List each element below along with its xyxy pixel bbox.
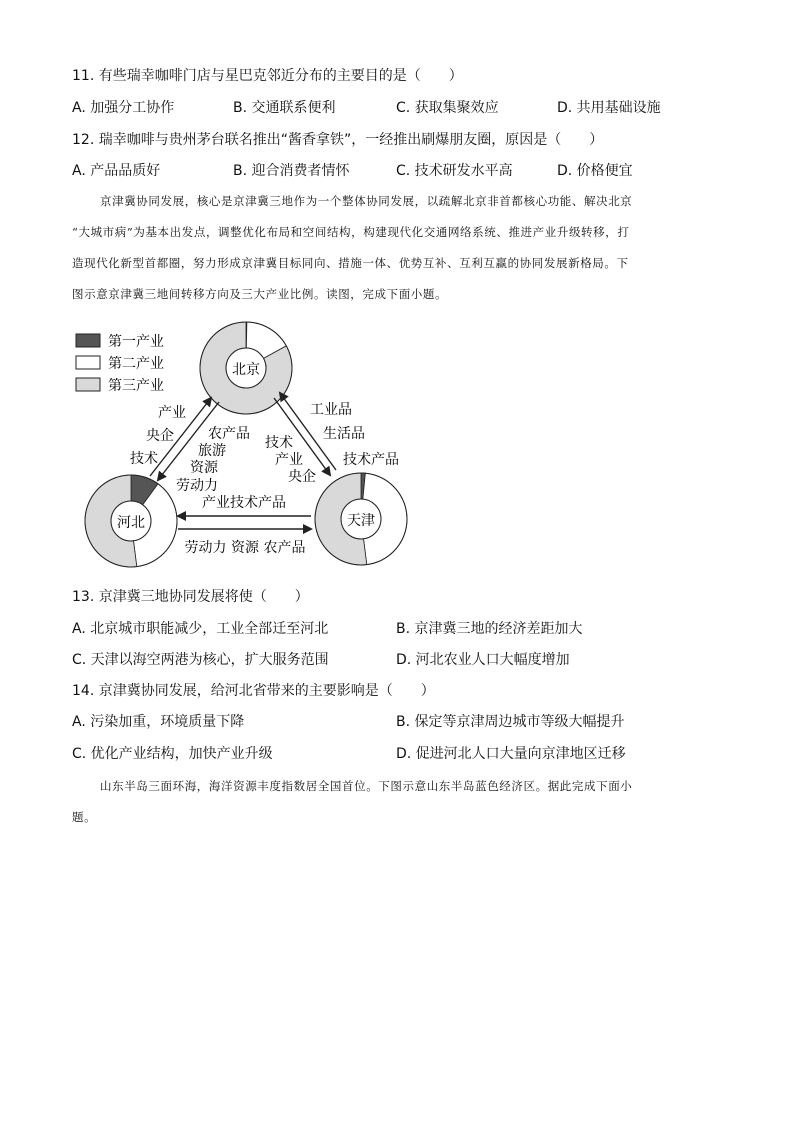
q12-stem: 12. 瑞幸咖啡与贵州茅台联名推出“酱香拿铁”，一经推出刷爆朋友圈，原因是（ ）: [72, 132, 604, 148]
label-tj-bj-0: 工业品: [310, 402, 352, 418]
q11-option-c[interactable]: C. 获取集聚效应: [396, 100, 499, 116]
legend-swatch-primary: [76, 334, 100, 347]
q13-option-c[interactable]: C. 天津以海空两港为核心，扩大服务范围: [72, 652, 329, 668]
q12-option-a[interactable]: A. 产品品质好: [72, 163, 161, 179]
passage-line: “大城市病”为基本出发点，调整优化布局和空间结构，构建现代化交通网络系统、推进产业升级转移，打: [72, 225, 630, 239]
city-hebei-label: 河北: [117, 515, 145, 531]
passage-line: 题。: [72, 810, 97, 824]
q12-option-c[interactable]: C. 技术研发水平高: [396, 163, 513, 179]
label-bj-hb-0: 产业: [158, 405, 186, 421]
legend-primary: 第一产业: [108, 334, 164, 350]
city-tianjin-label: 天津: [347, 513, 375, 529]
q11-option-a[interactable]: A. 加强分工协作: [72, 100, 175, 116]
label-hb-bj-0: 农产品: [208, 426, 250, 442]
passage-shandong: [72, 771, 722, 833]
passage-line: 京津冀协同发展，核心是京津冀三地作为一个整体协同发展，以疏解北京非首都核心功能、解决北京: [100, 194, 633, 208]
q13-option-b[interactable]: B. 京津冀三地的经济差距加大: [396, 621, 583, 637]
passage-line: 造现代化新型首都圈，努力形成京津冀目标同向、措施一体、优势互补、互利互赢的协同发展新格局。下: [72, 256, 629, 270]
q11-option-d[interactable]: D. 共用基础设施: [557, 100, 661, 116]
label-tj-bj-1: 生活品: [323, 426, 365, 442]
q13-option-d[interactable]: D. 河北农业人口大幅度增加: [396, 652, 570, 668]
q14-option-a[interactable]: A. 污染加重，环境质量下降: [72, 714, 245, 730]
q14-option-d[interactable]: D. 促进河北人口大量向京津地区迁移: [396, 746, 626, 762]
label-hb-tj: 劳动力 资源 农产品: [184, 540, 306, 556]
q12-option-d[interactable]: D. 价格便宜: [557, 163, 633, 179]
label-tj-bj-2: 技术产品: [343, 452, 399, 468]
legend-tertiary: 第三产业: [108, 378, 164, 394]
label-bj-tj-0: 技术: [265, 435, 293, 451]
legend-swatch-tertiary: [76, 378, 100, 391]
label-hb-bj-3: 劳动力: [176, 478, 218, 494]
label-bj-hb-2: 技术: [130, 451, 158, 467]
passage-jingjinji: [72, 186, 722, 310]
q13-option-a[interactable]: A. 北京城市职能减少，工业全部迁至河北: [72, 621, 329, 637]
label-bj-hb-1: 央企: [146, 428, 174, 444]
q11-option-b[interactable]: B. 交通联系便利: [233, 100, 336, 116]
label-hb-bj-1: 旅游: [198, 443, 226, 459]
q12-option-b[interactable]: B. 迎合消费者情怀: [233, 163, 350, 179]
city-beijing-label: 北京: [232, 362, 260, 378]
legend-secondary: 第二产业: [108, 356, 164, 372]
label-hb-bj-2: 资源: [190, 460, 218, 476]
q11-stem: 11. 有些瑞幸咖啡门店与星巴克邻近分布的主要目的是（ ）: [72, 68, 463, 84]
q14-stem: 14. 京津冀协同发展，给河北省带来的主要影响是（ ）: [72, 683, 435, 699]
q14-option-b[interactable]: B. 保定等京津周边城市等级大幅提升: [396, 714, 625, 730]
label-bj-tj-2: 央企: [288, 469, 316, 485]
q14-option-c[interactable]: C. 优化产业结构，加快产业升级: [72, 746, 273, 762]
q13-stem: 13. 京津冀三地协同发展将使（ ）: [72, 589, 309, 605]
jingjinji-transfer-diagram: [70, 318, 420, 568]
passage-line: 图示意京津冀三地间转移方向及三大产业比例。读图，完成下面小题。: [72, 287, 448, 301]
legend-swatch-secondary: [76, 356, 100, 369]
passage-line: 山东半岛三面环海，海洋资源丰度指数居全国首位。下图示意山东半岛蓝色经济区。据此完成下面小: [100, 779, 633, 793]
label-tj-hb: 产业技术产品: [202, 495, 286, 511]
label-bj-tj-1: 产业: [275, 452, 303, 468]
